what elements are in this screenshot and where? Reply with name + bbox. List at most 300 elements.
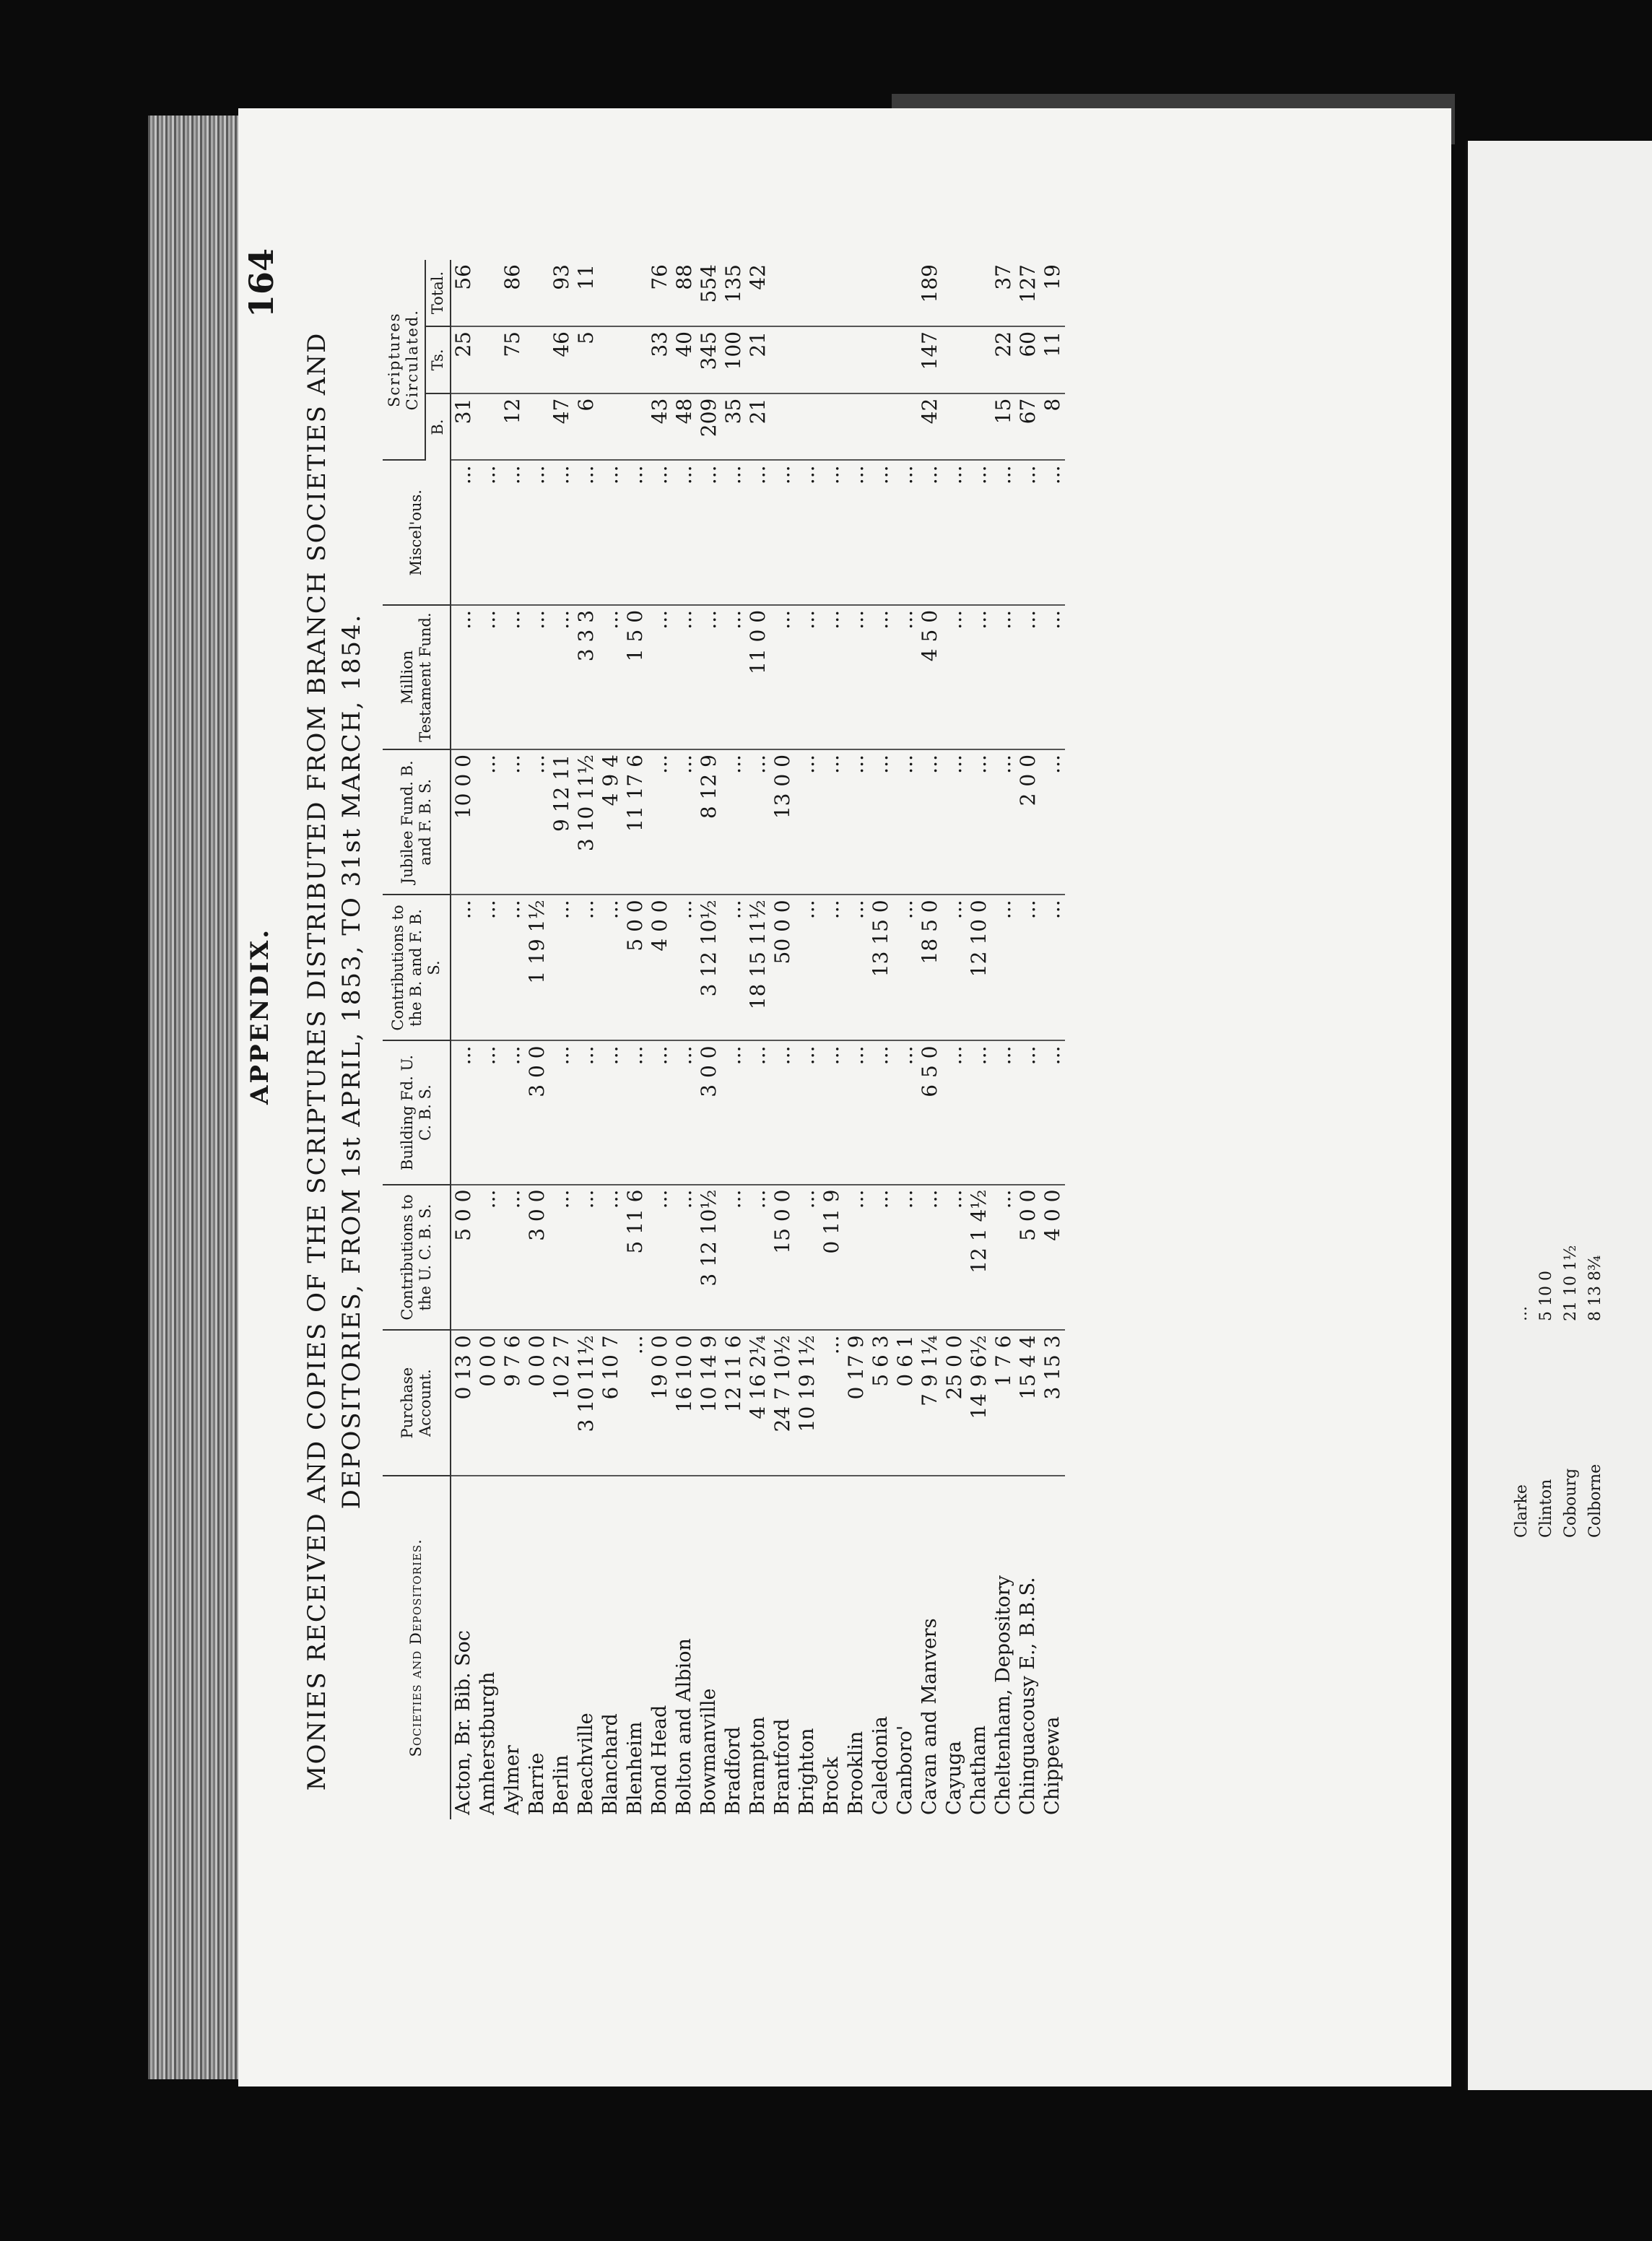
cell-jubilee: ... xyxy=(795,749,820,895)
cell-misc: ... xyxy=(599,460,623,605)
cell-bfbs: 12 10 0 xyxy=(967,895,991,1040)
header-scriptures: Scriptures Circulated. xyxy=(383,260,425,460)
cell-bfbs: ... xyxy=(1040,895,1065,1040)
cell-purchase: 10 19 1½ xyxy=(795,1330,820,1475)
cell-total: 93 xyxy=(549,260,574,326)
cell-building: ... xyxy=(648,1041,672,1185)
cell-building: ... xyxy=(476,1041,500,1185)
cell-bfbs: 5 0 0 xyxy=(623,895,648,1040)
cell-building: ... xyxy=(893,1041,918,1185)
cell-ucbs: ... xyxy=(721,1185,746,1331)
society-name: Blenheim xyxy=(624,1721,646,1815)
cell-purchase: 24 7 10½ xyxy=(770,1330,795,1475)
society-name: Canboro' xyxy=(894,1725,916,1815)
facing-row xyxy=(1586,1256,1604,1538)
table-row xyxy=(721,260,746,1819)
cell-ucbs: 12 1 4½ xyxy=(967,1185,991,1331)
facing-row-purchase: 5 10 0 xyxy=(1537,1271,1555,1321)
society-name: Bowmanville xyxy=(697,1688,720,1815)
cell-purchase: 0 6 1 xyxy=(893,1330,918,1475)
cell-purchase: 15 4 4 xyxy=(1016,1330,1040,1475)
cell-ucbs: ... xyxy=(476,1185,500,1331)
cell-t xyxy=(476,326,500,393)
cell-ucbs: ... xyxy=(869,1185,893,1331)
cell-building: 3 0 0 xyxy=(525,1041,549,1185)
cell-building: ... xyxy=(869,1041,893,1185)
table-row xyxy=(623,260,648,1819)
table-row xyxy=(697,260,721,1819)
cell-ucbs: 5 0 0 xyxy=(451,1185,476,1331)
table-row xyxy=(672,260,697,1819)
rotated-page-content xyxy=(242,248,1390,1819)
cell-jubilee: 13 0 0 xyxy=(770,749,795,895)
cell-million: ... xyxy=(648,605,672,749)
cell-b xyxy=(795,393,820,461)
cell-t: 33 xyxy=(648,326,672,393)
cell-t: 345 xyxy=(697,326,721,393)
cell-building: ... xyxy=(451,1041,476,1185)
cell-purchase: 1 7 6 xyxy=(991,1330,1016,1475)
header-row xyxy=(383,260,425,1819)
cell-purchase: 6 10 7 xyxy=(599,1330,623,1475)
cell-bfbs: 1 19 1½ xyxy=(525,895,549,1040)
cell-million: ... xyxy=(525,605,549,749)
society-name: Aylmer xyxy=(501,1745,523,1815)
cell-purchase: 3 10 11½ xyxy=(574,1330,599,1475)
cell-total xyxy=(893,260,918,326)
cell-bfbs: 13 15 0 xyxy=(869,895,893,1040)
cell-misc: ... xyxy=(1040,460,1065,605)
cell-b xyxy=(770,393,795,461)
cell-million: ... xyxy=(476,605,500,749)
cell-total: 86 xyxy=(500,260,525,326)
cell-total xyxy=(844,260,869,326)
cell-total: 189 xyxy=(918,260,942,326)
cell-ucbs: ... xyxy=(991,1185,1016,1331)
cell-jubilee: ... xyxy=(893,749,918,895)
cell-million: ... xyxy=(942,605,967,749)
cell-jubilee: ... xyxy=(918,749,942,895)
cell-b: 6 xyxy=(574,393,599,461)
cell-jubilee: ... xyxy=(500,749,525,895)
cell-b: 67 xyxy=(1016,393,1040,461)
cell-t xyxy=(893,326,918,393)
header-building: Building Fd. U. C. B. S. xyxy=(383,1041,451,1185)
cell-building: ... xyxy=(746,1041,770,1185)
cell-building: 6 5 0 xyxy=(918,1041,942,1185)
cell-misc: ... xyxy=(623,460,648,605)
table-title xyxy=(300,303,369,1819)
cell-jubilee: ... xyxy=(869,749,893,895)
table-row xyxy=(746,260,770,1819)
cell-million: 11 0 0 xyxy=(746,605,770,749)
cell-misc: ... xyxy=(967,460,991,605)
cell-misc: ... xyxy=(574,460,599,605)
cell-b: 48 xyxy=(672,393,697,461)
cell-building: ... xyxy=(500,1041,525,1185)
cell-building: ... xyxy=(1016,1041,1040,1185)
cell-million: ... xyxy=(893,605,918,749)
cell-misc: ... xyxy=(451,460,476,605)
cell-purchase: 0 17 9 xyxy=(844,1330,869,1475)
table-row xyxy=(991,260,1016,1819)
cell-ucbs: 5 11 6 xyxy=(623,1185,648,1331)
cell-misc: ... xyxy=(942,460,967,605)
cell-jubilee: 10 0 0 xyxy=(451,749,476,895)
cell-misc: ... xyxy=(893,460,918,605)
cell-b: 47 xyxy=(549,393,574,461)
cell-bfbs: 50 0 0 xyxy=(770,895,795,1040)
cell-building: ... xyxy=(549,1041,574,1185)
page-number: 164 xyxy=(242,248,281,318)
cell-misc: ... xyxy=(746,460,770,605)
cell-ucbs: ... xyxy=(599,1185,623,1331)
society-name: Chinguacousy E., B.B.S. xyxy=(1017,1577,1039,1815)
cell-t: 46 xyxy=(549,326,574,393)
cell-total: 11 xyxy=(574,260,599,326)
cell-building: ... xyxy=(820,1041,844,1185)
cell-million: ... xyxy=(721,605,746,749)
cell-bfbs: 3 12 10½ xyxy=(697,895,721,1040)
cell-million: ... xyxy=(549,605,574,749)
cell-total xyxy=(967,260,991,326)
cell-jubilee: ... xyxy=(525,749,549,895)
cell-total: 42 xyxy=(746,260,770,326)
cell-million: ... xyxy=(599,605,623,749)
cell-million: ... xyxy=(869,605,893,749)
society-name: Bond Head xyxy=(648,1705,671,1815)
cell-ucbs: ... xyxy=(574,1185,599,1331)
cell-misc: ... xyxy=(918,460,942,605)
cell-misc: ... xyxy=(476,460,500,605)
cell-t: 100 xyxy=(721,326,746,393)
cell-b xyxy=(844,393,869,461)
cell-ucbs: ... xyxy=(672,1185,697,1331)
table-row xyxy=(525,260,549,1819)
cell-building: ... xyxy=(844,1041,869,1185)
header-purchase: Purchase Account. xyxy=(383,1330,451,1475)
cell-bfbs: ... xyxy=(599,895,623,1040)
cell-t xyxy=(942,326,967,393)
cell-bfbs: 4 0 0 xyxy=(648,895,672,1040)
cell-bfbs: ... xyxy=(1016,895,1040,1040)
cell-misc: ... xyxy=(672,460,697,605)
facing-row xyxy=(1537,1271,1555,1538)
society-name: Acton, Br. Bib. Soc xyxy=(452,1629,474,1815)
cell-purchase: 0 0 0 xyxy=(525,1330,549,1475)
cell-bfbs: ... xyxy=(476,895,500,1040)
cell-b: 8 xyxy=(1040,393,1065,461)
facing-page-column xyxy=(1513,1119,1635,1538)
cell-ucbs: ... xyxy=(844,1185,869,1331)
cell-jubilee: 11 17 6 xyxy=(623,749,648,895)
table-row xyxy=(844,260,869,1819)
table-row xyxy=(893,260,918,1819)
cell-bfbs: 18 5 0 xyxy=(918,895,942,1040)
cell-t: 21 xyxy=(746,326,770,393)
cell-b xyxy=(623,393,648,461)
table-row xyxy=(476,260,500,1819)
cell-misc: ... xyxy=(844,460,869,605)
cell-t: 147 xyxy=(918,326,942,393)
cell-misc: ... xyxy=(770,460,795,605)
society-name: Cavan and Manvers xyxy=(918,1618,941,1815)
cell-t: 60 xyxy=(1016,326,1040,393)
cell-building: ... xyxy=(672,1041,697,1185)
cell-b: 35 xyxy=(721,393,746,461)
cell-building: ... xyxy=(795,1041,820,1185)
cell-b: 42 xyxy=(918,393,942,461)
cell-million: ... xyxy=(672,605,697,749)
cell-b: 12 xyxy=(500,393,525,461)
cell-bfbs: ... xyxy=(795,895,820,1040)
table-row xyxy=(648,260,672,1819)
cell-t: 40 xyxy=(672,326,697,393)
cell-purchase: 25 0 0 xyxy=(942,1330,967,1475)
cell-misc: ... xyxy=(549,460,574,605)
facing-row-purchase: 8 13 8¾ xyxy=(1586,1255,1604,1321)
facing-row-name: Clinton xyxy=(1537,1479,1555,1538)
cell-bfbs: ... xyxy=(844,895,869,1040)
cell-bfbs: ... xyxy=(549,895,574,1040)
cell-million: ... xyxy=(697,605,721,749)
facing-row-name: Cobourg xyxy=(1562,1468,1580,1538)
cell-misc: ... xyxy=(1016,460,1040,605)
cell-total: 76 xyxy=(648,260,672,326)
cell-b xyxy=(476,393,500,461)
cell-total xyxy=(820,260,844,326)
cell-b: 43 xyxy=(648,393,672,461)
cell-b xyxy=(869,393,893,461)
cell-b xyxy=(967,393,991,461)
cell-bfbs: ... xyxy=(820,895,844,1040)
cell-purchase: 0 0 0 xyxy=(476,1330,500,1475)
table-row xyxy=(820,260,844,1819)
cell-jubilee: 2 0 0 xyxy=(1016,749,1040,895)
header-societies: Societies and Depositories. xyxy=(383,1476,451,1819)
cell-bfbs: ... xyxy=(991,895,1016,1040)
cell-purchase: 3 15 3 xyxy=(1040,1330,1065,1475)
cell-ucbs: ... xyxy=(500,1185,525,1331)
facing-row-purchase: ... xyxy=(1513,1306,1531,1321)
cell-million: ... xyxy=(844,605,869,749)
cell-total xyxy=(525,260,549,326)
cell-bfbs: ... xyxy=(893,895,918,1040)
facing-row-purchase: 21 10 1½ xyxy=(1562,1245,1580,1321)
table-row xyxy=(770,260,795,1819)
society-name: Cheltenham, Depository xyxy=(992,1575,1014,1815)
table-row xyxy=(869,260,893,1819)
cell-purchase: 12 11 6 xyxy=(721,1330,746,1475)
cell-purchase: 19 0 0 xyxy=(648,1330,672,1475)
header-contrib-ucbs: Contributions to the U. C. B. S. xyxy=(383,1185,451,1331)
cell-total: 88 xyxy=(672,260,697,326)
society-name: Brampton xyxy=(747,1716,769,1815)
cell-bfbs: 18 15 11½ xyxy=(746,895,770,1040)
cell-ucbs: ... xyxy=(942,1185,967,1331)
cell-million: 4 5 0 xyxy=(918,605,942,749)
running-head: APPENDIX. xyxy=(245,927,274,1105)
cell-million: ... xyxy=(967,605,991,749)
cell-total xyxy=(942,260,967,326)
society-name: Caledonia xyxy=(869,1715,892,1815)
cell-misc: ... xyxy=(869,460,893,605)
society-name: Bolton and Albion xyxy=(673,1638,695,1815)
cell-ucbs: 3 0 0 xyxy=(525,1185,549,1331)
cell-bfbs: ... xyxy=(942,895,967,1040)
cell-b: 21 xyxy=(746,393,770,461)
cell-building: ... xyxy=(967,1041,991,1185)
table-row xyxy=(1040,260,1065,1819)
cell-t xyxy=(525,326,549,393)
cell-jubilee: ... xyxy=(1040,749,1065,895)
cell-bfbs: ... xyxy=(672,895,697,1040)
ledger-table xyxy=(383,260,1065,1819)
cell-building: ... xyxy=(599,1041,623,1185)
society-name: Bradford xyxy=(722,1726,744,1815)
cell-b xyxy=(525,393,549,461)
cell-purchase: 16 10 0 xyxy=(672,1330,697,1475)
cell-million: 1 5 0 xyxy=(623,605,648,749)
cell-purchase: ... xyxy=(623,1330,648,1475)
cell-jubilee: ... xyxy=(648,749,672,895)
society-name: Cayuga xyxy=(943,1741,965,1815)
cell-purchase: 10 2 7 xyxy=(549,1330,574,1475)
society-name: Berlin xyxy=(550,1754,573,1815)
cell-total xyxy=(476,260,500,326)
cell-million: ... xyxy=(820,605,844,749)
cell-purchase: 4 16 2¼ xyxy=(746,1330,770,1475)
cell-jubilee: ... xyxy=(721,749,746,895)
cell-jubilee: ... xyxy=(991,749,1016,895)
header-sc-t: Ts. xyxy=(425,326,451,393)
cell-building: ... xyxy=(623,1041,648,1185)
title-line-2: DEPOSITORIES, FROM 1st APRIL, 1853, TO 31st MARCH, 1854. xyxy=(337,613,366,1510)
ledger-body xyxy=(451,260,1065,1819)
cell-t xyxy=(795,326,820,393)
cell-t: 11 xyxy=(1040,326,1065,393)
cell-t: 25 xyxy=(451,326,476,393)
cell-b xyxy=(893,393,918,461)
society-name: Blanchard xyxy=(599,1713,622,1815)
cell-million: 3 3 3 xyxy=(574,605,599,749)
cell-misc: ... xyxy=(500,460,525,605)
table-row xyxy=(795,260,820,1819)
cell-ucbs: 15 0 0 xyxy=(770,1185,795,1331)
cell-jubilee: ... xyxy=(844,749,869,895)
cell-t xyxy=(599,326,623,393)
cell-misc: ... xyxy=(721,460,746,605)
cell-jubilee: 3 10 11½ xyxy=(574,749,599,895)
cell-bfbs: ... xyxy=(574,895,599,1040)
cell-jubilee: ... xyxy=(942,749,967,895)
cell-b: 15 xyxy=(991,393,1016,461)
cell-b xyxy=(942,393,967,461)
cell-million: ... xyxy=(795,605,820,749)
table-row xyxy=(918,260,942,1819)
cell-building: ... xyxy=(770,1041,795,1185)
cell-million: ... xyxy=(770,605,795,749)
cell-total xyxy=(599,260,623,326)
cell-misc: ... xyxy=(648,460,672,605)
cell-ucbs: ... xyxy=(918,1185,942,1331)
cell-misc: ... xyxy=(991,460,1016,605)
header-million: Million Testament Fund. xyxy=(383,605,451,749)
cell-jubilee: 8 12 9 xyxy=(697,749,721,895)
cell-t xyxy=(967,326,991,393)
book-page-edges xyxy=(148,116,242,2079)
table-row xyxy=(574,260,599,1819)
cell-million: ... xyxy=(451,605,476,749)
society-name: Brantford xyxy=(771,1718,794,1815)
cell-total: 554 xyxy=(697,260,721,326)
cell-purchase: 0 13 0 xyxy=(451,1330,476,1475)
cell-t xyxy=(623,326,648,393)
cell-building: ... xyxy=(721,1041,746,1185)
society-name: Barrie xyxy=(526,1752,548,1815)
header-contrib-bfbs: Contributions to the B. and F. B. S. xyxy=(383,895,451,1040)
table-row xyxy=(500,260,525,1819)
facing-row xyxy=(1513,1306,1531,1538)
cell-total: 135 xyxy=(721,260,746,326)
facing-row-name: Clarke xyxy=(1513,1484,1531,1538)
cell-purchase: 14 9 6½ xyxy=(967,1330,991,1475)
facing-row xyxy=(1562,1245,1580,1538)
cell-million: ... xyxy=(500,605,525,749)
cell-bfbs: ... xyxy=(721,895,746,1040)
table-row xyxy=(1016,260,1040,1819)
cell-ucbs: ... xyxy=(648,1185,672,1331)
cell-ucbs: ... xyxy=(795,1185,820,1331)
cell-t xyxy=(820,326,844,393)
cell-t xyxy=(869,326,893,393)
cell-b: 31 xyxy=(451,393,476,461)
header-jubilee: Jubilee Fund. B. and F. B. S. xyxy=(383,749,451,895)
cell-purchase: 5 6 3 xyxy=(869,1330,893,1475)
cell-million: ... xyxy=(1016,605,1040,749)
cell-purchase: 10 14 9 xyxy=(697,1330,721,1475)
cell-total xyxy=(869,260,893,326)
society-name: Brock xyxy=(820,1757,843,1815)
cell-jubilee: ... xyxy=(967,749,991,895)
cell-total: 37 xyxy=(991,260,1016,326)
cell-total xyxy=(623,260,648,326)
title-line-1: MONIES RECEIVED AND COPIES OF THE SCRIPTURES DISTRIBUTED FROM BRANCH SOCIETIES AND xyxy=(303,331,331,1791)
table-row xyxy=(942,260,967,1819)
cell-b: 209 xyxy=(697,393,721,461)
society-name: Beachville xyxy=(575,1713,597,1815)
cell-bfbs: ... xyxy=(500,895,525,1040)
cell-total: 127 xyxy=(1016,260,1040,326)
cell-total: 56 xyxy=(451,260,476,326)
cell-ucbs: ... xyxy=(746,1185,770,1331)
cell-jubilee: ... xyxy=(476,749,500,895)
cell-t xyxy=(844,326,869,393)
cell-jubilee: 4 9 4 xyxy=(599,749,623,895)
cell-building: ... xyxy=(942,1041,967,1185)
cell-ucbs: 0 11 9 xyxy=(820,1185,844,1331)
society-name: Amherstburgh xyxy=(477,1671,499,1815)
cell-building: ... xyxy=(1040,1041,1065,1185)
table-row xyxy=(549,260,574,1819)
header-sc-b: B. xyxy=(425,393,451,461)
cell-total: 19 xyxy=(1040,260,1065,326)
society-name: Brighton xyxy=(796,1728,818,1815)
table-row xyxy=(967,260,991,1819)
society-name: Chatham xyxy=(968,1725,990,1815)
cell-t: 22 xyxy=(991,326,1016,393)
cell-jubilee: ... xyxy=(672,749,697,895)
